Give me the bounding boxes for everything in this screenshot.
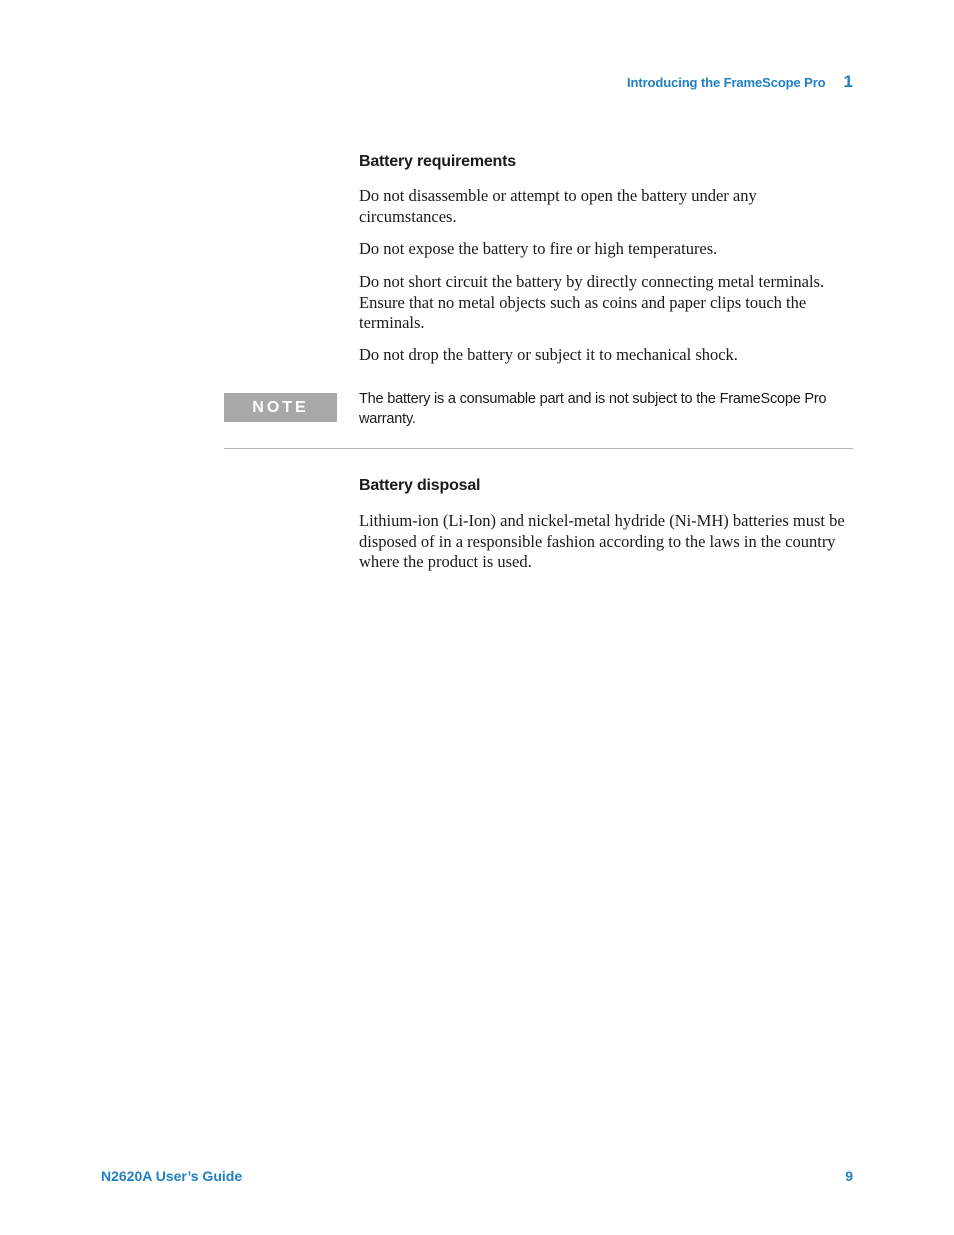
page-header	[627, 72, 853, 92]
battery-requirements-paragraph: Do not short circuit the battery by directly connecting metal terminals. Ensure that no metal objects such as coins and paper clips touch the terminals.	[359, 272, 825, 332]
footer-guide-title: N2620A User’s Guide	[101, 1168, 243, 1184]
battery-requirements-para-4-wrap	[359, 345, 854, 366]
battery-requirements-heading: Battery requirements	[359, 153, 516, 170]
chapter-number: 1	[843, 72, 853, 91]
battery-disposal-heading-wrap	[359, 477, 854, 495]
battery-requirements-para-1-wrap	[359, 186, 854, 227]
battery-disposal-para-wrap	[359, 511, 854, 573]
battery-disposal-heading: Battery disposal	[359, 477, 481, 494]
note-label: NOTE	[224, 393, 337, 422]
battery-requirements-paragraph: Do not drop the battery or subject it to mechanical shock.	[359, 345, 738, 364]
battery-requirements-para-3-wrap	[359, 272, 854, 334]
battery-disposal-paragraph: Lithium-ion (Li-Ion) and nickel-metal hydride (Ni-MH) batteries must be disposed of in a responsible fashion according to the laws in the country where the product is used.	[359, 511, 845, 571]
battery-requirements-heading-wrap	[359, 153, 854, 171]
battery-requirements-paragraph: Do not disassemble or attempt to open the battery under any circumstances.	[359, 186, 757, 226]
chapter-title: Introducing the FrameScope Pro	[627, 75, 826, 90]
battery-requirements-para-2-wrap	[359, 239, 854, 260]
note-text: The battery is a consumable part and is not subject to the FrameScope Pro warranty.	[359, 391, 827, 427]
footer-page-number: 9	[845, 1168, 853, 1184]
battery-requirements-paragraph: Do not expose the battery to fire or high temperatures.	[359, 239, 718, 258]
section-divider	[224, 448, 853, 449]
